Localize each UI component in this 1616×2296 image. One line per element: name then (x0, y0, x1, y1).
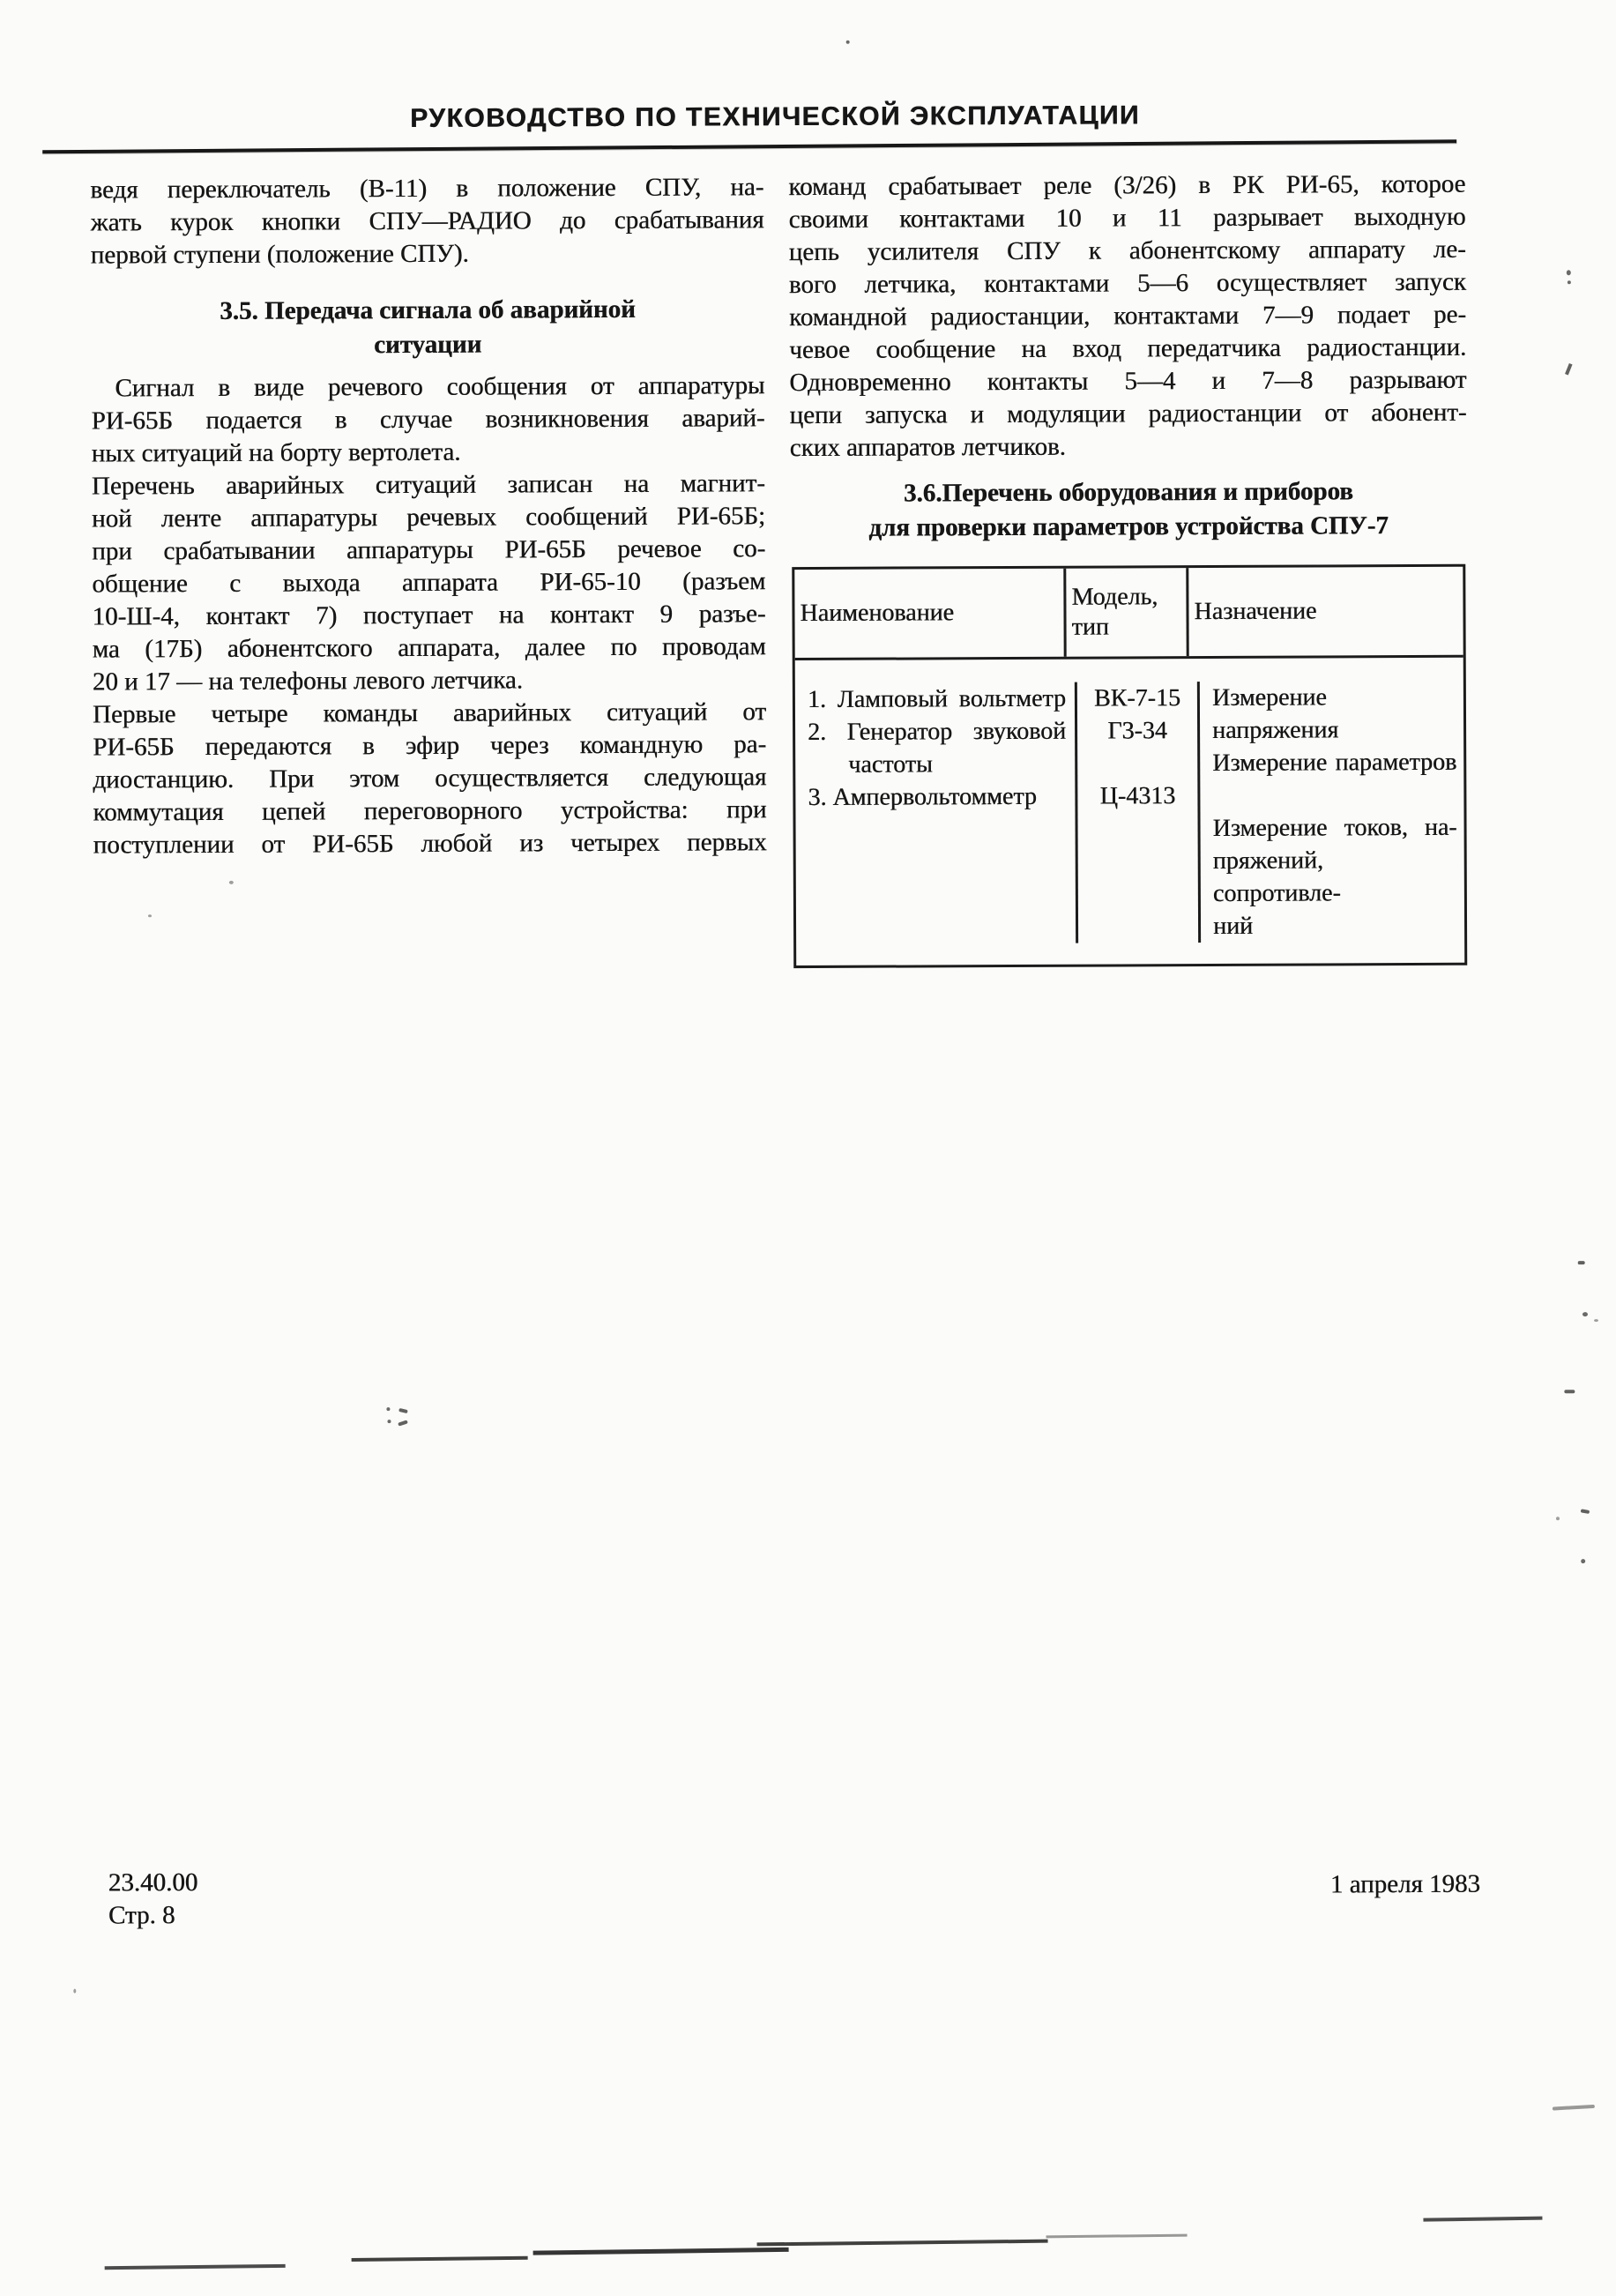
right-column (788, 168, 1469, 968)
paragraph: команд срабатывает реле (3/26) в РК РИ-65, которое своими контактами 10 и 11 разрывает выходную цепь усилителя СПУ к абонентскому аппарату ле- вого летчика, контактами 5—6 осуществляет запуск командной радиостанции, контактами 7—9 подает ре- чевое сообщение на вход передатчика радиостанции. Одновременно контакты 5—4 и 7—8 разрывают цепи запуска и модуляции радиостанции от абонент- ских аппаратов летчиков. (788, 169, 1467, 463)
scan-speck (1568, 280, 1571, 284)
scan-edge-line (757, 2240, 1048, 2247)
scan-edge-line (105, 2264, 286, 2270)
column-header-purpose: Назначение (1194, 597, 1317, 626)
scan-speck (1594, 1319, 1598, 1322)
scan-speck (1567, 270, 1571, 275)
scan-speck (229, 881, 234, 884)
paragraph: ведя переключатель (В-11) в положение СПУ, на- жать курок кнопки СПУ—РАДИО до срабатывания первой ступени (положение СПУ). (90, 173, 764, 270)
table-cell-models: ВК-7-15 Г3-34 Ц-4313 (1075, 682, 1201, 943)
equipment-table (792, 564, 1467, 968)
scan-edge-line (533, 2248, 789, 2255)
scan-speck (1582, 1312, 1588, 1316)
scan-smudge (398, 1408, 408, 1413)
page-number: Стр. 8 (108, 1901, 175, 1930)
scan-speck (1578, 1261, 1585, 1264)
scan-speck (1581, 1509, 1590, 1514)
section-3-6-heading: 3.6.Перечень оборудования и приборов для проверки параметров устройства СПУ-7 (868, 477, 1389, 542)
scan-speck (1564, 1390, 1575, 1393)
column-header-name: Наименование (800, 599, 955, 628)
column-header-model: Модель, тип (1063, 568, 1188, 657)
equipment-table-header (794, 567, 1463, 660)
scan-speck (73, 1989, 76, 1994)
scan-speck (148, 914, 152, 917)
table-cell-names: 1. Ламповый вольтметр 2. Генератор звуковой частоты 3. Ампервольтомметр (807, 684, 1067, 811)
scan-speck (846, 41, 850, 44)
section-3-5-heading: 3.5. Передача сигнала об аварийной ситуации (220, 294, 636, 360)
header-rule (42, 139, 1456, 153)
scan-speck (1553, 2105, 1595, 2111)
table-cell-purposes: Измерение напряжения Измерение параметров Измерение токов, на- пряжений, сопротивле- ний (1211, 683, 1457, 940)
page-header-title: РУКОВОДСТВО ПО ТЕХНИЧЕСКОЙ ЭКСПЛУАТАЦИИ (410, 101, 1141, 133)
paragraph: Сигнал в виде речевого сообщения от аппаратуры РИ-65Б подается в случае возникновения аварий- ных ситуаций на борту вертолета. (91, 371, 765, 468)
scan-speck (1581, 1559, 1585, 1563)
equipment-table-body (795, 658, 1465, 965)
scan-smudge (386, 1407, 390, 1411)
scan-speck (1556, 1517, 1560, 1520)
scan-edge-line (1046, 2234, 1188, 2239)
paragraph: Перечень аварийных ситуаций записан на магнит- ной ленте аппаратуры речевых сообщений РИ-65Б; при срабатывании аппаратуры РИ-65Б речевое со- общение с выхода аппарата РИ-65-10 (разъем 10-Ш-4, контакт 7) поступает на контакт 9 разъе- ма (17Б) абонентского аппарата, далее по проводам 20 и 17 — на телефоны левого летчика. (91, 469, 766, 697)
footer-document-info (108, 1867, 198, 1932)
left-column (90, 171, 766, 861)
footer-date: 1 апреля 1983 (1329, 1869, 1481, 1899)
scan-smudge (387, 1420, 391, 1423)
scan-edge-line (352, 2256, 528, 2262)
scan-smudge (398, 1420, 408, 1426)
document-number: 23.40.00 (108, 1868, 198, 1897)
paragraph: Первые четыре команды аварийных ситуаций от РИ-65Б передаются в эфир через командную ра- диостанцию. При этом осуществляется следующая коммутация цепей переговорного устройства: при поступлении от РИ-65Б любой из четырех первых (92, 697, 767, 860)
scan-edge-line (1423, 2217, 1542, 2222)
scan-speck (1565, 363, 1573, 376)
